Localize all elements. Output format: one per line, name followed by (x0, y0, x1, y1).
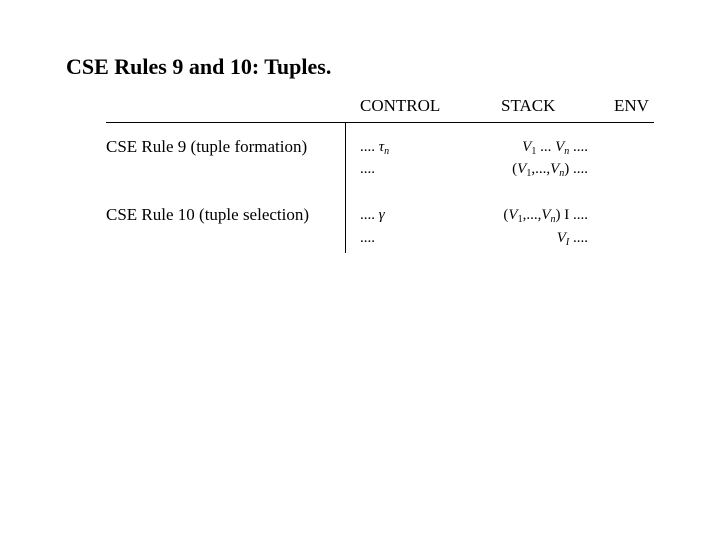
v1-var: V (517, 161, 527, 177)
tau-subscript: n (384, 146, 390, 157)
control-column-header: CONTROL (360, 96, 441, 115)
vn-var: V (541, 207, 551, 223)
rule-9-label: CSE Rule 9 (tuple formation) (106, 137, 308, 156)
middle-ellipsis: ... (536, 139, 556, 155)
vi-sub: I (565, 237, 570, 248)
close-paren: ) (555, 207, 561, 223)
tail-ellipsis: .... (569, 161, 588, 177)
column-divider (345, 122, 346, 253)
open-paren: ( (512, 161, 518, 177)
v1-var: V (522, 139, 532, 155)
tail-ellipsis: .... (569, 139, 588, 155)
rule-10-stack-line-2 (557, 230, 588, 247)
rule-10-label: CSE Rule 10 (tuple selection) (106, 205, 310, 224)
v1-sub: 1 (531, 146, 537, 157)
vn-var: V (555, 139, 565, 155)
slide-title: CSE Rules 9 and 10: Tuples. (66, 54, 332, 79)
rule-10-control-line-1 (360, 207, 385, 224)
tuple-separator: ,..., (531, 161, 551, 177)
tail-ellipsis: .... (569, 230, 588, 246)
rule-9-stack-line-2 (512, 161, 588, 178)
rule-10-control-line-2: .... (360, 230, 375, 246)
header-divider (106, 122, 654, 123)
close-paren: ) (564, 161, 570, 177)
v1-sub: 1 (517, 214, 523, 225)
ellipsis: .... (360, 207, 375, 223)
vn-sub: n (564, 146, 570, 157)
vi-var: V (556, 230, 566, 246)
rule-9-stack-line-1 (522, 139, 588, 156)
vn-var: V (550, 161, 560, 177)
gamma-symbol: γ (378, 207, 385, 223)
rule-9-control-line-1 (360, 139, 389, 156)
env-column-header: ENV (614, 96, 649, 115)
vn-sub: n (559, 168, 565, 179)
rule-9-control-line-2: .... (360, 161, 375, 177)
tau-symbol: τ (378, 139, 385, 155)
tuple-separator: ,..., (522, 207, 542, 223)
v1-sub: 1 (526, 168, 532, 179)
vn-sub: n (550, 214, 556, 225)
ellipsis: .... (360, 139, 375, 155)
tail-ellipsis: .... (569, 207, 588, 223)
stack-column-header: STACK (501, 96, 556, 115)
open-paren: ( (503, 207, 509, 223)
index-i: I (560, 207, 570, 223)
v1-var: V (508, 207, 518, 223)
rule-10-stack-line-1 (503, 207, 588, 224)
